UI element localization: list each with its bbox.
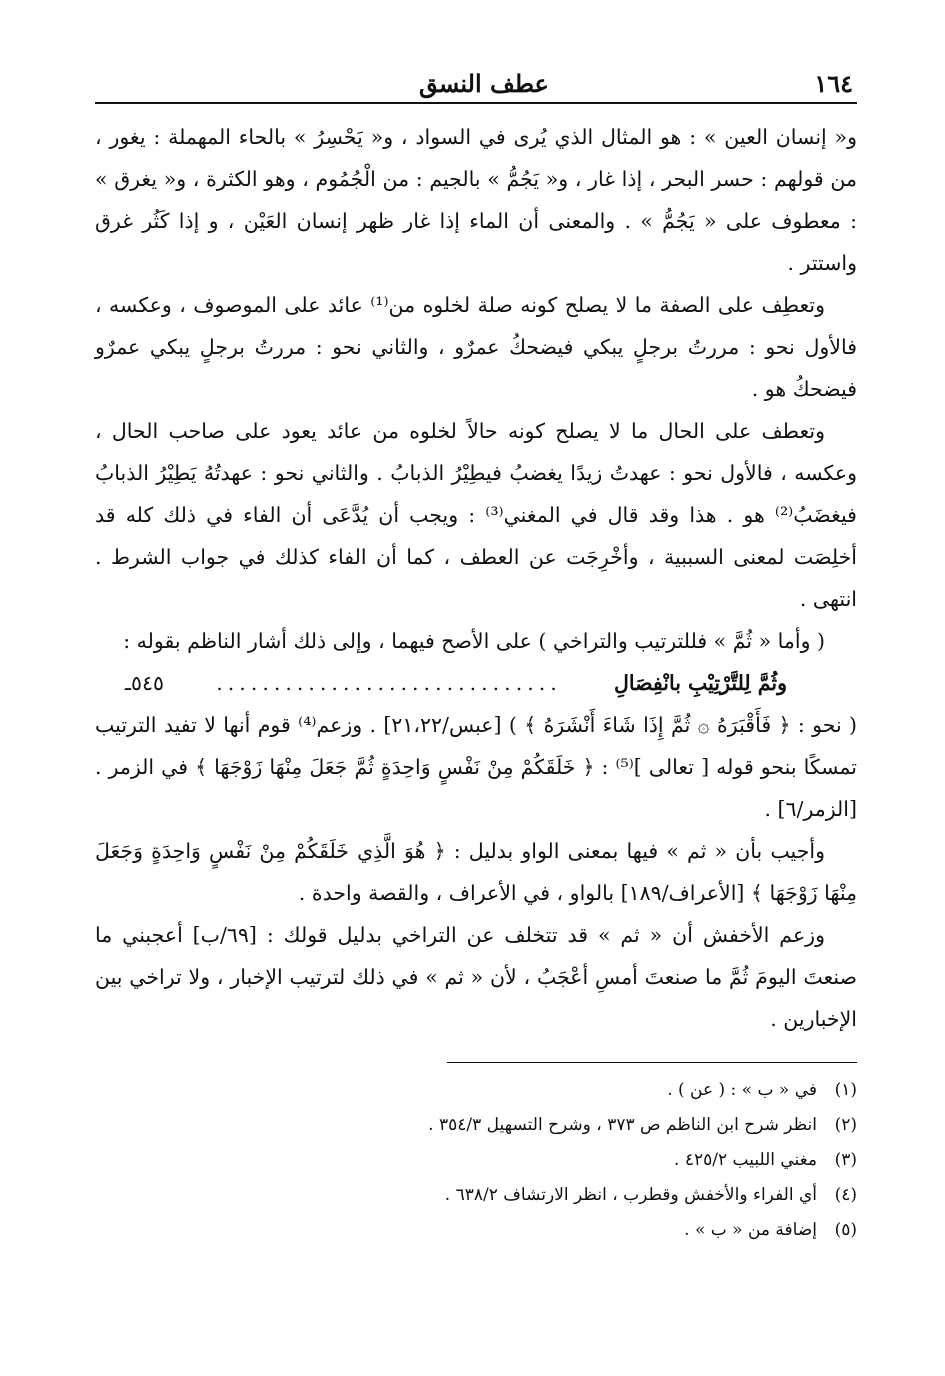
footnote-text: إضافة من « ب » .: [684, 1220, 817, 1240]
footnote-text: انظر شرح ابن الناظم ص ٣٧٣ ، وشرح التسهيل ٣٥٤/٣ .: [428, 1115, 817, 1135]
footnote-number: (٤): [834, 1185, 857, 1205]
paragraph-6: وأجيب بأن « ثم » فيها بمعنى الواو بدليل : ﴿ هُوَ الَّذِي خَلَقَكُمْ مِنْ نَفْسٍ وَاحِدَةٍ وَجَعَلَ مِنْهَا زَوْجَهَا ﴾ [الأعراف/١٨٩] بالواو ، في الأعراف ، والقصة واحدة .: [95, 839, 857, 905]
verse-line: [95, 662, 857, 704]
running-title: عطف النسق: [419, 69, 549, 98]
page-header: [95, 60, 857, 104]
verse-number: ٥٤٥ـ: [125, 671, 165, 695]
paragraph-4: ( وأما « ثُمَّ » فللترتيب والتراخي ) على الأصح فيهما ، وإلى ذلك أشار الناظم بقوله :: [123, 629, 825, 653]
footnote-text: مغني اللبيب ٤٢٥/٢ .: [674, 1150, 817, 1170]
footnote-2: [95, 1108, 857, 1143]
footnote-number: (٣): [834, 1150, 857, 1170]
footnotes: [95, 1073, 857, 1248]
paragraph-7: وزعم الأخفش أن « ثم » قد تتخلف عن التراخي بدليل قولك : [٦٩/ب] أعجبني ما صنعتَ اليومَ ثُمَّ ما صنعتَ أمسِ أعْجَبُ ، لأن « ثم » في ذلك لترتيب الإخبار ، ولا تراخي بين الإخبارين .: [95, 923, 857, 1031]
footnote-number: (٥): [834, 1220, 857, 1240]
paragraph-2: وتعطِف على الصفة ما لا يصلح كونه صلة لخلوه من⁽¹⁾ عائد على الموصوف ، وعكسه ، فالأول نحو : مررتُ برجلٍ يبكي فيضحكُ عمرٌو ، والثاني نحو : مررتُ برجلٍ يبكي عمرٌو فيضحكُ هو .: [95, 293, 857, 401]
paragraph-1: و« إنسان العين » : هو المثال الذي يُرى في السواد ، و« يَحْسِرُ » بالحاء المهملة : يغور ، من قولهم : حسر البحر ، إذا غار ، و« يَجُمُّ » بالجيم : من الْجُمُوم ، وهو الكثرة ، و« يغرق » : معطوف على « يَجُمُّ » . والمعنى أن الماء إذا غار ظهر إنسان العَيْن ، و إذا كَثُر غرق واستتر .: [95, 125, 857, 275]
footnote-4: [95, 1178, 857, 1213]
footnote-number: (١): [834, 1080, 857, 1100]
paragraph-3: وتعطف على الحال ما لا يصلح كونه حالاً لخلوه من عائد يعود على صاحب الحال ، وعكسه ، فالأول نحو : عهدتُ زيدًا يغضبُ فيطِيْرُ الذبابُ . والثاني نحو : عهدتُهُ يَطِيْرُ الذبابُ فيغضَبُ⁽²⁾ هو . هذا وقد قال في المغني⁽³⁾ : ويجب أن يُدَّعَى أن الفاء في ذلك كله قد أخلِصَت لمعنى السببية ، وأخْرِجَت عن العطف ، كما أن الفاء كذلك في جواب الشرط . انتهى .: [95, 419, 857, 611]
footnote-3: [95, 1143, 857, 1178]
footnote-5: [95, 1213, 857, 1248]
footnote-text: أي الفراء والأخفش وقطرب ، انظر الارتشاف ٦٣٨/٢ .: [444, 1185, 817, 1205]
footnote-number: (٢): [834, 1115, 857, 1135]
page-number: ١٦٤: [814, 69, 853, 98]
verse-dots: ..............................: [216, 671, 562, 695]
footnote-text: في « ب » : ( عن ) .: [667, 1080, 817, 1100]
paragraph-5: ( نحو : ﴿ فَأَقْبَرَهُ ۞ ثُمَّ إِذَا شَاءَ أَنْشَرَهُ ﴾ ) [عبس/٢١،٢٢] . وزعم⁽⁴⁾ قوم أنها لا تفيد الترتيب تمسكًا بنحو قوله [ تعالى ]⁽⁵⁾ : ﴿ خَلَقَكُمْ مِنْ نَفْسٍ وَاحِدَةٍ ثُمَّ جَعَلَ مِنْهَا زَوْجَهَا ﴾ في الزمر . [الزمر/٦] .: [95, 713, 858, 821]
footnote-1: [95, 1073, 857, 1108]
footnote-divider: [447, 1062, 857, 1063]
verse-hemistich: وثُمَّ لِلتَّرْتِيْبِ بانْفِصَالِ: [613, 671, 787, 695]
page-body: [95, 116, 857, 1040]
